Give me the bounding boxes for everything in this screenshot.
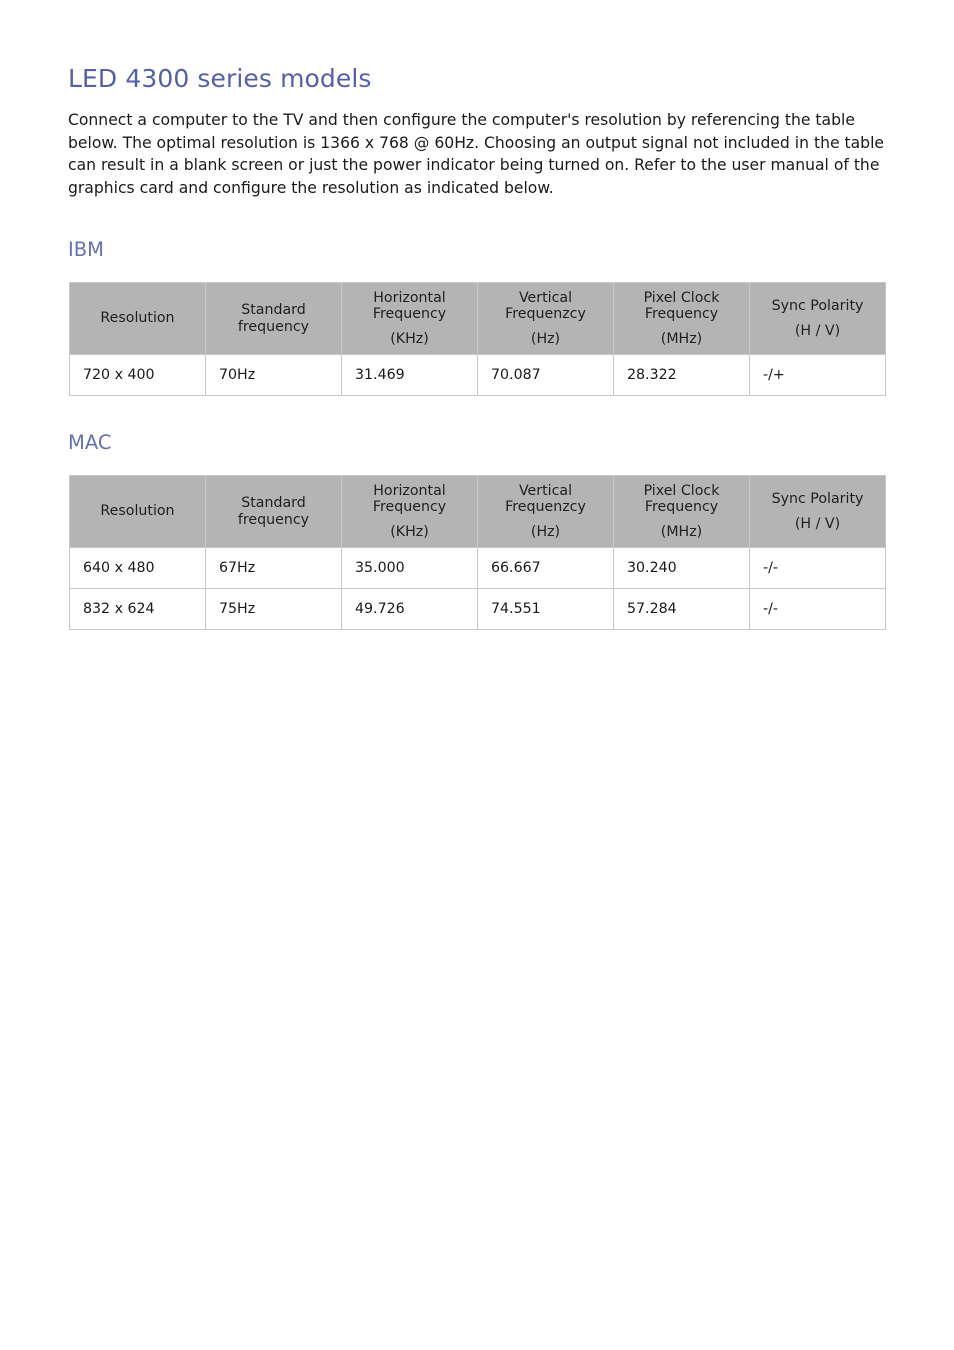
header-vertical-frequency: Vertical Frequenzcy (Hz) <box>478 476 614 548</box>
cell-sync-polarity: -/- <box>750 589 886 630</box>
cell-pixel-clock: 28.322 <box>614 355 750 396</box>
table-row <box>70 548 886 589</box>
cell-horizontal-frequency: 49.726 <box>342 589 478 630</box>
cell-vertical-frequency: 74.551 <box>478 589 614 630</box>
header-standard-frequency: Standard frequency <box>206 283 342 355</box>
cell-standard-frequency: 75Hz <box>206 589 342 630</box>
cell-sync-polarity: -/+ <box>750 355 886 396</box>
header-vertical-frequency: Vertical Frequenzcy (Hz) <box>478 283 614 355</box>
header-horizontal-frequency: Horizontal Frequency (KHz) <box>342 283 478 355</box>
header-standard-frequency: Standard frequency <box>206 476 342 548</box>
cell-pixel-clock: 57.284 <box>614 589 750 630</box>
header-pixel-clock: Pixel Clock Frequency (MHz) <box>614 283 750 355</box>
cell-resolution: 640 x 480 <box>70 548 206 589</box>
cell-horizontal-frequency: 35.000 <box>342 548 478 589</box>
header-sync-polarity: Sync Polarity (H / V) <box>750 476 886 548</box>
cell-resolution: 720 x 400 <box>70 355 206 396</box>
header-pixel-clock: Pixel Clock Frequency (MHz) <box>614 476 750 548</box>
cell-pixel-clock: 30.240 <box>614 548 750 589</box>
page-title: LED 4300 series models <box>68 64 372 93</box>
header-horizontal-frequency: Horizontal Frequency (KHz) <box>342 476 478 548</box>
ibm-table <box>69 282 886 396</box>
section-title-ibm: IBM <box>68 238 104 261</box>
cell-resolution: 832 x 624 <box>70 589 206 630</box>
header-sync-polarity: Sync Polarity (H / V) <box>750 283 886 355</box>
cell-vertical-frequency: 66.667 <box>478 548 614 589</box>
cell-horizontal-frequency: 31.469 <box>342 355 478 396</box>
table-header-row <box>70 283 886 355</box>
header-resolution: Resolution <box>70 283 206 355</box>
cell-standard-frequency: 70Hz <box>206 355 342 396</box>
cell-vertical-frequency: 70.087 <box>478 355 614 396</box>
table-row <box>70 589 886 630</box>
table-header-row <box>70 476 886 548</box>
cell-standard-frequency: 67Hz <box>206 548 342 589</box>
table-row <box>70 355 886 396</box>
mac-table <box>69 475 886 630</box>
header-resolution: Resolution <box>70 476 206 548</box>
intro-paragraph: Connect a computer to the TV and then configure the computer's resolution by referencing the table below. The optimal resolution is 1366 x 768 @ 60Hz. Choosing an output signal not included in the table can result in a blank screen or just the power indicator being turned on. Refer to the user manual of the graphics card and configure the resolution as indicated below. <box>68 111 885 197</box>
cell-sync-polarity: -/- <box>750 548 886 589</box>
section-title-mac: MAC <box>68 431 112 454</box>
